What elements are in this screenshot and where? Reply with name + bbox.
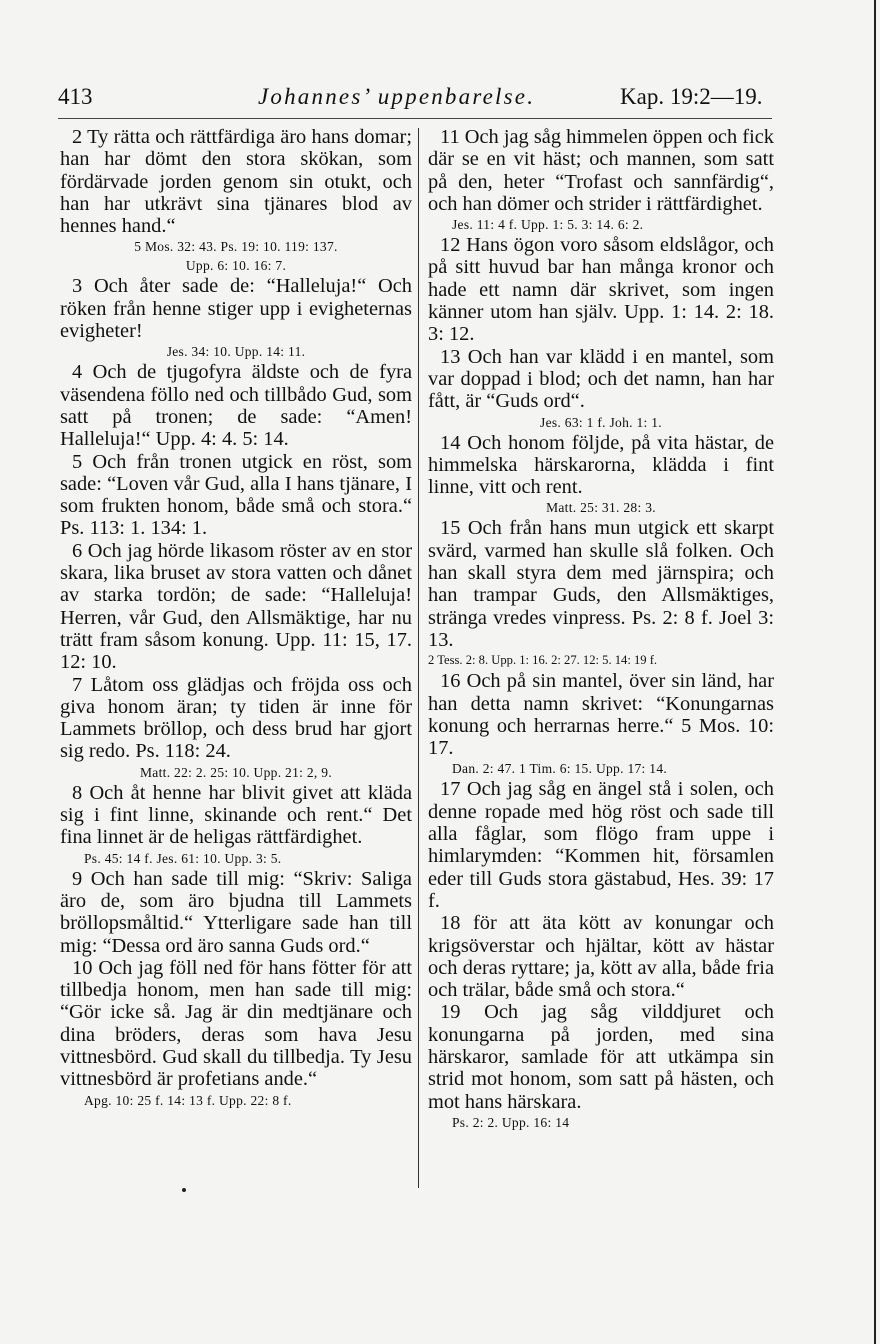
left-column <box>60 126 412 1110</box>
verse-9: 9 Och han sade till mig: “Skriv: Saliga äro de, som äro bjudna till Lammets bröllopsmåltid.“ Ytterligare sade han till mig: “Dessa ord äro sanna Guds ord.“ <box>60 867 412 957</box>
verse-19: 19 Och jag såg vilddjuret och konungarna på jorden, med sina härskaror, samlade för att utkämpa sin strid mot honom, som satt på hästen, och mot hans härskara. <box>428 1001 774 1113</box>
page-edge-line <box>874 0 876 1344</box>
verse-10: 10 Och jag föll ned för hans fötter för att tillbedja honom, men han sade till mig: “Gör icke så. Jag är din medtjänare och dina bröders, deras som hava Jesu vittnesbörd. Gud skall du tillbedja. Ty Jesu vittnesbörd är profetians ande.“ <box>60 956 412 1091</box>
verse-7: 7 Låtom oss glädjas och fröjda oss och giva honom äran; ty tiden är inne för Lammets bröllop, och dess brud har gjort sig redo. Ps. 118: 24. <box>60 673 412 763</box>
book-title: Johannes’ uppenbarelse. <box>258 84 536 109</box>
cross-reference: Matt. 25: 31. 28: 3. <box>546 500 656 516</box>
cross-reference: 2 Tess. 2: 8. Upp. 1: 16. 2: 27. 12: 5. 14: 19 f. <box>428 653 658 668</box>
cross-reference: Ps. 2: 2. Upp. 16: 14 <box>452 1114 570 1130</box>
cross-reference: Jes. 11: 4 f. Upp. 1: 5. 3: 14. 6: 2. <box>452 217 644 233</box>
cross-reference: Apg. 10: 25 f. 14: 13 f. Upp. 22: 8 f. <box>84 1092 292 1108</box>
verse-4: 4 Och de tjugofyra äldste och de fyra väsendena föllo ned och tillbådo Gud, som satt på tronen; de sade: “Amen! Halleluja!“ Upp. 4: 4. 5: 14. <box>60 361 412 451</box>
page-number: 413 <box>58 84 93 109</box>
verse-5: 5 Och från tronen utgick en röst, som sade: “Loven vår Gud, alla I hans tjänare, I som frukten honom, både små och stora.“ Ps. 113: 1. 134: 1. <box>60 450 412 540</box>
verse-16: 16 Och på sin mantel, över sin länd, har han detta namn skrivet: “Konungarnas konung och herrarnas herre.“ 5 Mos. 10: 17. <box>428 670 774 760</box>
column-divider <box>418 128 419 1188</box>
verse-2: 2 Ty rätta och rättfärdiga äro hans domar; han har dömt den stora skökan, som fördärvade jorden genom sin otukt, och han har utkrävt sina tjänares blod av hennes hand.“ <box>60 126 412 238</box>
cross-reference: Ps. 45: 14 f. Jes. 61: 10. Upp. 3: 5. <box>84 850 282 866</box>
verse-17: 17 Och jag såg en ängel stå i solen, och denne ropade med hög röst och sade till alla fåglar, som flögo fram uppe i himlarymden: “Kommen hit, församlen eder till Guds stora gästabud, Hes. 39: 17 f. <box>428 778 774 912</box>
cross-reference: 5 Mos. 32: 43. Ps. 19: 10. 119: 137. <box>134 239 338 255</box>
verse-13: 13 Och han var klädd i en mantel, som var doppad i blod; och det namn, han har fått, är “Guds ord“. <box>428 345 774 413</box>
verse-6: 6 Och jag hörde likasom röster av en stor skara, lika bruset av stora vatten och dånet av starka tordön; de sade: “Halleluja! Herren, vår Gud, den Allsmäktige, har nu trätt fram såsom konung. Upp. 11: 15, 17. 12: 10. <box>60 539 412 674</box>
verse-15: 15 Och från hans mun utgick ett skarpt svärd, varmed han skulle slå folken. Och han skall styra dem med järnspira; och han trampar Guds, den Allsmäktiges, stränga vredes vinpress. Ps. 2: 8 f. Joel 3: 13. <box>428 517 774 651</box>
cross-reference: Matt. 22: 2. 25: 10. Upp. 21: 2, 9. <box>140 764 332 780</box>
cross-reference: Upp. 6: 10. 16: 7. <box>185 258 287 274</box>
header-rule <box>58 118 772 119</box>
verse-18: 18 för att äta kött av konungar och krigsöverstar och hjältar, kött av hästar och deras ryttare; ja, kött av alla, både fria och trälar, både små och stora.“ <box>428 912 774 1002</box>
ink-dot <box>182 1188 186 1192</box>
cross-reference: Dan. 2: 47. 1 Tim. 6: 15. Upp. 17: 14. <box>452 761 668 777</box>
verse-14: 14 Och honom följde, på vita hästar, de himmelska härskarorna, klädda i fint linne, vitt och rent. <box>428 431 774 499</box>
cross-reference: Jes. 34: 10. Upp. 14: 11. <box>166 344 306 360</box>
verse-12: 12 Hans ögon voro såsom eldslågor, och på sitt huvud bar han många kronor och hade ett namn där skrivet, som ingen känner utom han själv. Upp. 1: 14. 2: 18. 3: 12. <box>428 234 774 346</box>
verse-3: 3 Och åter sade de: “Halleluja!“ Och röken från henne stiger upp i evigheternas evigheter! <box>60 275 412 343</box>
running-header <box>58 84 778 120</box>
right-column <box>428 126 774 1132</box>
verse-11: 11 Och jag såg himmelen öppen och fick där se en vit häst; och mannen, som satt på den, heter “Trofast och sannfärdig“, och han dömer och strider i rättfärdighet. <box>428 126 774 215</box>
chapter-range: Kap. 19:2—19. <box>620 84 763 109</box>
cross-reference: Jes. 63: 1 f. Joh. 1: 1. <box>540 414 662 430</box>
verse-8: 8 Och åt henne har blivit givet att kläda sig i fint linne, skinande och rent.“ Det fina linnet är de heligas rättfärdighet. <box>60 781 412 849</box>
